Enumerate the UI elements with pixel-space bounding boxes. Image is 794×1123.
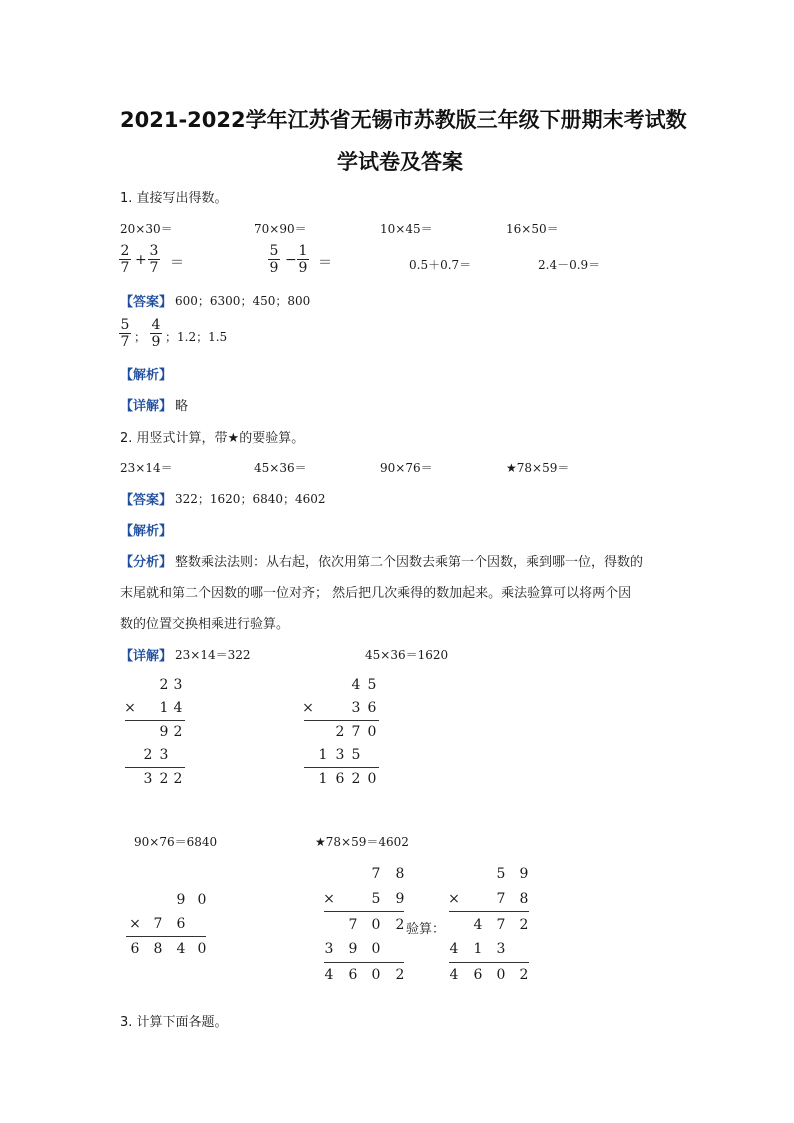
q2-item: 45×36＝	[254, 461, 307, 475]
rule-line	[324, 911, 404, 912]
rule-line	[304, 767, 379, 768]
equation: 90×76＝6840	[134, 835, 218, 849]
rule-line	[125, 767, 185, 768]
fraction: 1 9	[298, 243, 308, 276]
digit: 7	[371, 866, 381, 882]
digit: 3	[173, 677, 183, 693]
digit: 3	[324, 941, 334, 957]
rule-line	[125, 720, 185, 721]
q2-heading: 2. 用竖式计算，带★的要验算。	[120, 431, 305, 446]
digit: 9	[348, 941, 358, 957]
verification-label: 验算：	[406, 922, 446, 937]
digit: 8	[395, 866, 405, 882]
plus-sign: +	[135, 252, 147, 268]
q1-item: 70×90＝	[254, 222, 307, 236]
digit: 1	[318, 747, 328, 763]
digit: 7	[153, 916, 163, 932]
digit: 6	[473, 967, 483, 983]
digit: 4	[173, 700, 183, 716]
digit: 5	[371, 891, 381, 907]
equation: 45×36＝1620	[365, 648, 449, 662]
minus-sign: −	[285, 252, 297, 268]
q2-item: ★78×59＝	[506, 461, 570, 475]
digit: 2	[519, 917, 529, 933]
digit: 2	[335, 724, 345, 740]
digit: 9	[519, 866, 529, 882]
digit: 3	[159, 747, 169, 763]
digit: ×	[124, 700, 136, 716]
rule-line	[449, 962, 529, 963]
fraction: 2 7	[120, 243, 130, 276]
digit: 4	[176, 941, 186, 957]
digit: 2	[519, 967, 529, 983]
equals-sign: ＝	[170, 255, 184, 271]
digit: 2	[395, 967, 405, 983]
analysis-line: 末尾就和第二个因数的哪一位对齐； 然后把几次乘得的数加起来。乘法验算可以将两个因	[120, 586, 632, 601]
digit: 3	[143, 771, 153, 787]
digit: 2	[395, 917, 405, 933]
digit: 0	[197, 941, 207, 957]
equation: 23×14＝322	[175, 648, 251, 662]
q1-item: 20×30＝	[120, 222, 173, 236]
q1-item: 10×45＝	[380, 222, 433, 236]
digit: 0	[371, 941, 381, 957]
q1-item: 2.4－0.9＝	[538, 258, 601, 272]
digit: ×	[323, 891, 335, 907]
answer-rest: ；1.2；1.5	[165, 330, 228, 344]
q3-heading: 3. 计算下面各题。	[120, 1015, 228, 1030]
detail-text: 略	[175, 399, 189, 414]
analysis-tag: 【分析】	[120, 555, 173, 570]
q2-item: 23×14＝	[120, 461, 173, 475]
digit: 1	[159, 700, 169, 716]
equation: ★78×59＝4602	[315, 835, 409, 849]
digit: 4	[449, 941, 459, 957]
digit: 6	[130, 941, 140, 957]
fraction: 3 7	[149, 243, 159, 276]
digit: ×	[129, 916, 141, 932]
page-title-line2: 学试卷及答案	[337, 150, 463, 174]
answer-tag: 【答案】	[120, 493, 173, 508]
q1-item: 16×50＝	[506, 222, 559, 236]
digit: 1	[473, 941, 483, 957]
jiexi-tag: 【解析】	[120, 524, 173, 539]
digit: 4	[449, 967, 459, 983]
digit: 0	[496, 967, 506, 983]
separator: ；	[134, 330, 147, 344]
equals-sign: ＝	[318, 255, 332, 271]
q1-heading: 1. 直接写出得数。	[120, 191, 228, 206]
digit: 7	[496, 891, 506, 907]
fraction: 5 9	[269, 243, 279, 276]
digit: 2	[159, 677, 169, 693]
q1-item: 0.5＋0.7＝	[409, 258, 472, 272]
q2-item: 90×76＝	[380, 461, 433, 475]
detail-tag: 【详解】	[120, 399, 173, 414]
digit: 0	[367, 771, 377, 787]
digit: 9	[395, 891, 405, 907]
digit: 3	[496, 941, 506, 957]
analysis-line: 数的位置交换相乘进行验算。	[120, 617, 290, 632]
fraction: 4 9	[151, 317, 161, 350]
digit: 0	[367, 724, 377, 740]
digit: 5	[351, 747, 361, 763]
answer-tag: 【答案】	[120, 295, 173, 310]
answer-text: 600；6300；450；800	[175, 294, 311, 308]
digit: 4	[351, 677, 361, 693]
analysis-line: 整数乘法法则：从右起，依次用第二个因数去乘第一个因数，乘到哪一位，得数的	[175, 555, 644, 570]
digit: 0	[371, 917, 381, 933]
rule-line	[304, 720, 379, 721]
digit: 6	[335, 771, 345, 787]
digit: 7	[496, 917, 506, 933]
answer-text: 322；1620；6840；4602	[175, 492, 326, 506]
digit: 9	[176, 892, 186, 908]
digit: 2	[173, 771, 183, 787]
digit: 5	[367, 677, 377, 693]
digit: ×	[448, 891, 460, 907]
digit: 2	[143, 747, 153, 763]
digit: 0	[371, 967, 381, 983]
digit: 2	[351, 771, 361, 787]
jiexi-tag: 【解析】	[120, 368, 173, 383]
rule-line	[126, 936, 206, 937]
rule-line	[449, 911, 529, 912]
digit: 2	[159, 771, 169, 787]
digit: 1	[318, 771, 328, 787]
digit: 5	[496, 866, 506, 882]
digit: 8	[153, 941, 163, 957]
digit: 7	[351, 724, 361, 740]
digit: 4	[324, 967, 334, 983]
digit: 6	[348, 967, 358, 983]
digit: 6	[367, 700, 377, 716]
digit: 2	[173, 724, 183, 740]
digit: 4	[473, 917, 483, 933]
detail-tag: 【详解】	[120, 649, 173, 664]
page-title-line1: 2021-2022学年江苏省无锡市苏教版三年级下册期末考试数	[120, 108, 687, 132]
digit: 0	[197, 892, 207, 908]
digit: 6	[176, 916, 186, 932]
digit: 9	[159, 724, 169, 740]
digit: 8	[519, 891, 529, 907]
fraction: 5 7	[120, 317, 130, 350]
digit: 7	[348, 917, 358, 933]
digit: 3	[351, 700, 361, 716]
rule-line	[324, 962, 404, 963]
digit: ×	[302, 700, 314, 716]
digit: 3	[335, 747, 345, 763]
